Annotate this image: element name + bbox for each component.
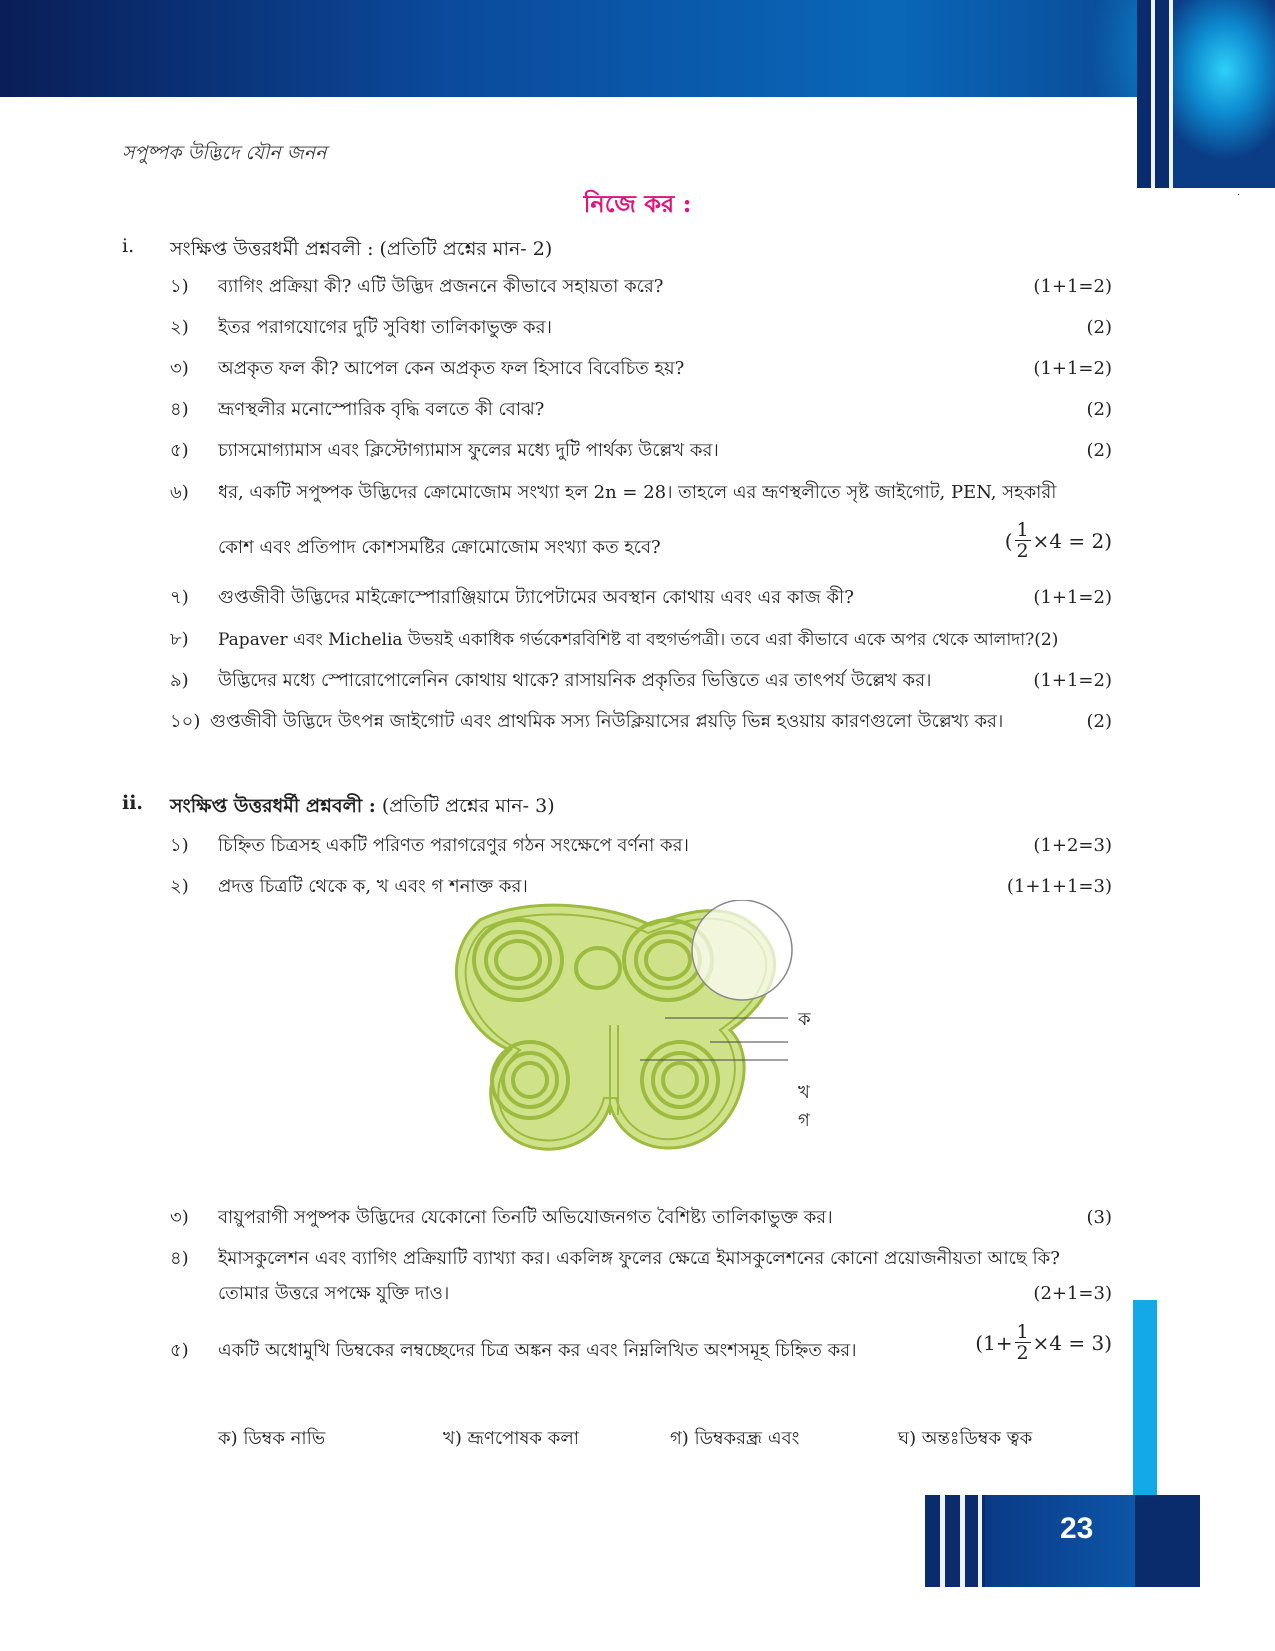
fraction bbox=[1015, 520, 1031, 561]
chapter-title: সপুষ্পক উদ্ভিদে যৌন জনন bbox=[122, 142, 327, 164]
option-item: গ) ডিম্বকরন্ধ্র এবং bbox=[670, 1428, 800, 1449]
question-marks: (2) bbox=[1086, 399, 1112, 420]
question-number: ৮) bbox=[170, 629, 189, 650]
question-text: গুপ্তজীবী উদ্ভিদে উৎপন্ন জাইগোট এবং প্রাথমিক সস্য নিউক্লিয়াসের প্লয়ড়ি ভিন্ন হওয়ায় কারণগুলো উল্লেখ্য কর। bbox=[210, 711, 1004, 732]
decor-stripe bbox=[940, 1495, 945, 1587]
question-item bbox=[170, 315, 1112, 341]
magnifier-circle bbox=[692, 900, 792, 1000]
question-item bbox=[170, 668, 1112, 694]
question-item bbox=[170, 438, 1112, 464]
question-number: ৫) bbox=[170, 1340, 189, 1361]
fraction-denominator: 2 bbox=[1016, 540, 1029, 562]
question-text: চিহ্নিত চিত্রসহ একটি পরিণত পরাগরেণুর গঠন সংক্ষেপে বর্ণনা কর। bbox=[218, 835, 689, 856]
question-item bbox=[170, 480, 1112, 570]
question-text: বায়ুপরাগী সপুষ্পক উদ্ভিদের যেকোনো তিনটি অভিযোজনগত বৈশিষ্ট্য তালিকাভুক্ত কর। bbox=[218, 1207, 833, 1228]
question-marks: (1+1=2) bbox=[1033, 670, 1112, 691]
question-number: ৩) bbox=[170, 1207, 189, 1228]
section-title: নিজে কর : bbox=[583, 189, 692, 218]
part-heading-text: সংক্ষিপ্ত উত্তরধর্মী প্রশ্নবলী : (প্রতিটি প্রশ্নের মান- 2) bbox=[170, 238, 553, 260]
part-ii-heading bbox=[122, 792, 1022, 822]
question-marks: (3) bbox=[1086, 1207, 1112, 1228]
question-text: চ্যাসমোগ্যামাস এবং ক্লিস্টোগ্যামাস ফুলের মধ্যে দুটি পার্থক্য উল্লেখ কর। bbox=[218, 440, 719, 461]
decor-stripe bbox=[1169, 0, 1173, 188]
marks-rest: ×4 = 2) bbox=[1032, 528, 1112, 553]
question-text: ব্যাগিং প্রক্রিয়া কী? এটি উদ্ভিদ প্রজননে কীভাবে সহায়তা করে? bbox=[218, 276, 664, 297]
question-text: গুপ্তজীবী উদ্ভিদের মাইক্রোস্পোরাঞ্জিয়ামে ট্যাপেটামের অবস্থান কোথায় এবং এর কাজ কী? bbox=[218, 587, 854, 608]
diagram-label-ka: ক bbox=[798, 1009, 811, 1030]
diagram-label-kha: খ bbox=[798, 1082, 810, 1103]
question-marks: (2) bbox=[1086, 317, 1112, 338]
part-number: ii. bbox=[122, 792, 144, 814]
question-item bbox=[170, 397, 1112, 423]
question-marks: (1+1=2) bbox=[1033, 358, 1112, 379]
question-number: ১০) bbox=[170, 711, 201, 732]
question-text: একটি অধোমুখি ডিম্বকের লম্বচ্ছেদের চিত্র অঙ্কন কর এবং নিম্নলিখিত অংশসমূহ চিহ্নিত কর। bbox=[218, 1340, 857, 1361]
question-number: ৯) bbox=[170, 670, 189, 691]
marks-open: ( bbox=[1004, 528, 1013, 553]
question-item bbox=[170, 585, 1112, 611]
question-marks: (1+1=2) bbox=[1033, 276, 1112, 297]
question-item bbox=[170, 274, 1112, 300]
diagram-label-ga: গ bbox=[798, 1110, 810, 1131]
question-number: ১) bbox=[170, 835, 189, 856]
question-text: ধর, একটি সপুষ্পক উদ্ভিদের ক্রোমোজোম সংখ্যা হল 2n = 28। তাহলে এর ভ্রূণস্থলীতে সৃষ্ট জাইগোট, PEN, সহকারী bbox=[218, 482, 1057, 503]
anther-cross-section-diagram bbox=[440, 900, 830, 1160]
question-text-continued: কোশ এবং প্রতিপাদ কোশসমষ্টির ক্রোমোজোম সংখ্যা কত হবে? bbox=[218, 537, 661, 558]
decor-stripe bbox=[1137, 0, 1151, 188]
part-heading-rest: (প্রতিটি প্রশ্নের মান- 3) bbox=[375, 795, 555, 817]
question-item bbox=[170, 1338, 1112, 1368]
header-band bbox=[0, 0, 1275, 97]
question-text: ভ্রূণস্থলীর মনোস্পোরিক বৃদ্ধি বলতে কী বোঝ? bbox=[218, 399, 545, 420]
question-number: ১) bbox=[170, 276, 189, 297]
part-i-heading bbox=[122, 235, 1022, 265]
question-number: ৪) bbox=[170, 399, 189, 420]
question-number: ২) bbox=[170, 317, 189, 338]
question-number: ৬) bbox=[170, 482, 189, 503]
fraction-numerator: 1 bbox=[1016, 1321, 1029, 1343]
question-marks: (1+2=3) bbox=[1033, 835, 1112, 856]
question-marks: (2+1=3) bbox=[1033, 1283, 1112, 1304]
question-text: Papaver এবং Michelia উভয়ই একাধিক গর্ভকেশরবিশিষ্ট বা বহুগর্ভপত্রী। তবে এরা কীভাবে একে অপর থেকে আলাদা?(2) bbox=[218, 630, 1059, 650]
question-marks: (2) bbox=[1086, 440, 1112, 461]
question-marks bbox=[975, 1322, 1112, 1363]
question-number: ৩) bbox=[170, 358, 189, 379]
question-number: ৭) bbox=[170, 587, 189, 608]
option-item: ক) ডিম্বক নাভি bbox=[218, 1428, 326, 1449]
page-number: 23 bbox=[1060, 1512, 1094, 1545]
question-item bbox=[170, 1246, 1112, 1316]
marks-rest: ×4 = 3) bbox=[1032, 1330, 1112, 1355]
corner-decoration bbox=[1165, 0, 1275, 188]
part-number: i. bbox=[122, 235, 135, 257]
question-text: প্রদত্ত চিত্রটি থেকে ক, খ এবং গ শনাক্ত কর। bbox=[218, 876, 528, 897]
question-marks: (1+1+1=3) bbox=[1006, 876, 1112, 897]
option-item: ঘ) অন্তঃডিম্বক ত্বক bbox=[898, 1428, 1033, 1449]
question-item bbox=[170, 356, 1112, 382]
question-item bbox=[170, 1205, 1112, 1231]
part-heading-bold: সংক্ষিপ্ত উত্তরধর্মী প্রশ্নবলী : bbox=[170, 795, 376, 817]
question-number: ৫) bbox=[170, 440, 189, 461]
question-marks bbox=[1005, 520, 1112, 561]
decor-stripe bbox=[978, 1495, 982, 1587]
decor-stripe bbox=[1155, 0, 1169, 188]
fraction bbox=[1015, 1322, 1031, 1363]
question-number: ২) bbox=[170, 876, 189, 897]
part-heading-text bbox=[170, 792, 555, 824]
decor-stripe bbox=[960, 1495, 965, 1587]
question-number: ৪) bbox=[170, 1248, 189, 1269]
question-item bbox=[170, 833, 1112, 859]
question-text: উদ্ভিদের মধ্যে স্পোরোপোলেনিন কোথায় থাকে? রাসায়নিক প্রকৃতির ভিত্তিতে এর তাৎপর্য উল্লেখ কর। bbox=[218, 670, 932, 691]
question-text: অপ্রকৃত ফল কী? আপেল কেন অপ্রকৃত ফল হিসাবে বিবেচিত হয়? bbox=[218, 358, 685, 379]
question-text: ইমাসকুলেশন এবং ব্যাগিং প্রক্রিয়াটি ব্যাখ্যা কর। একলিঙ্গ ফুলের ক্ষেত্রে ইমাসকুলেশনের কোনো প্রয়োজনীয়তা আছে কি? bbox=[218, 1248, 1060, 1269]
marks-open: (1+ bbox=[975, 1330, 1013, 1355]
question-item bbox=[170, 709, 1112, 735]
question-marks: (2) bbox=[1086, 711, 1112, 732]
question-text-continued: তোমার উত্তরে সপক্ষে যুক্তি দাও। bbox=[218, 1283, 450, 1304]
fraction-numerator: 1 bbox=[1016, 519, 1029, 541]
option-item: খ) ভ্রূণপোষক কলা bbox=[443, 1428, 579, 1449]
question-item bbox=[170, 874, 1112, 900]
decor-dot: · bbox=[1237, 190, 1241, 201]
question-marks: (1+1=2) bbox=[1033, 587, 1112, 608]
question-item bbox=[170, 627, 1112, 653]
fraction-denominator: 2 bbox=[1016, 1342, 1029, 1364]
question-text: ইতর পরাগযোগের দুটি সুবিধা তালিকাভুক্ত কর। bbox=[218, 317, 552, 338]
